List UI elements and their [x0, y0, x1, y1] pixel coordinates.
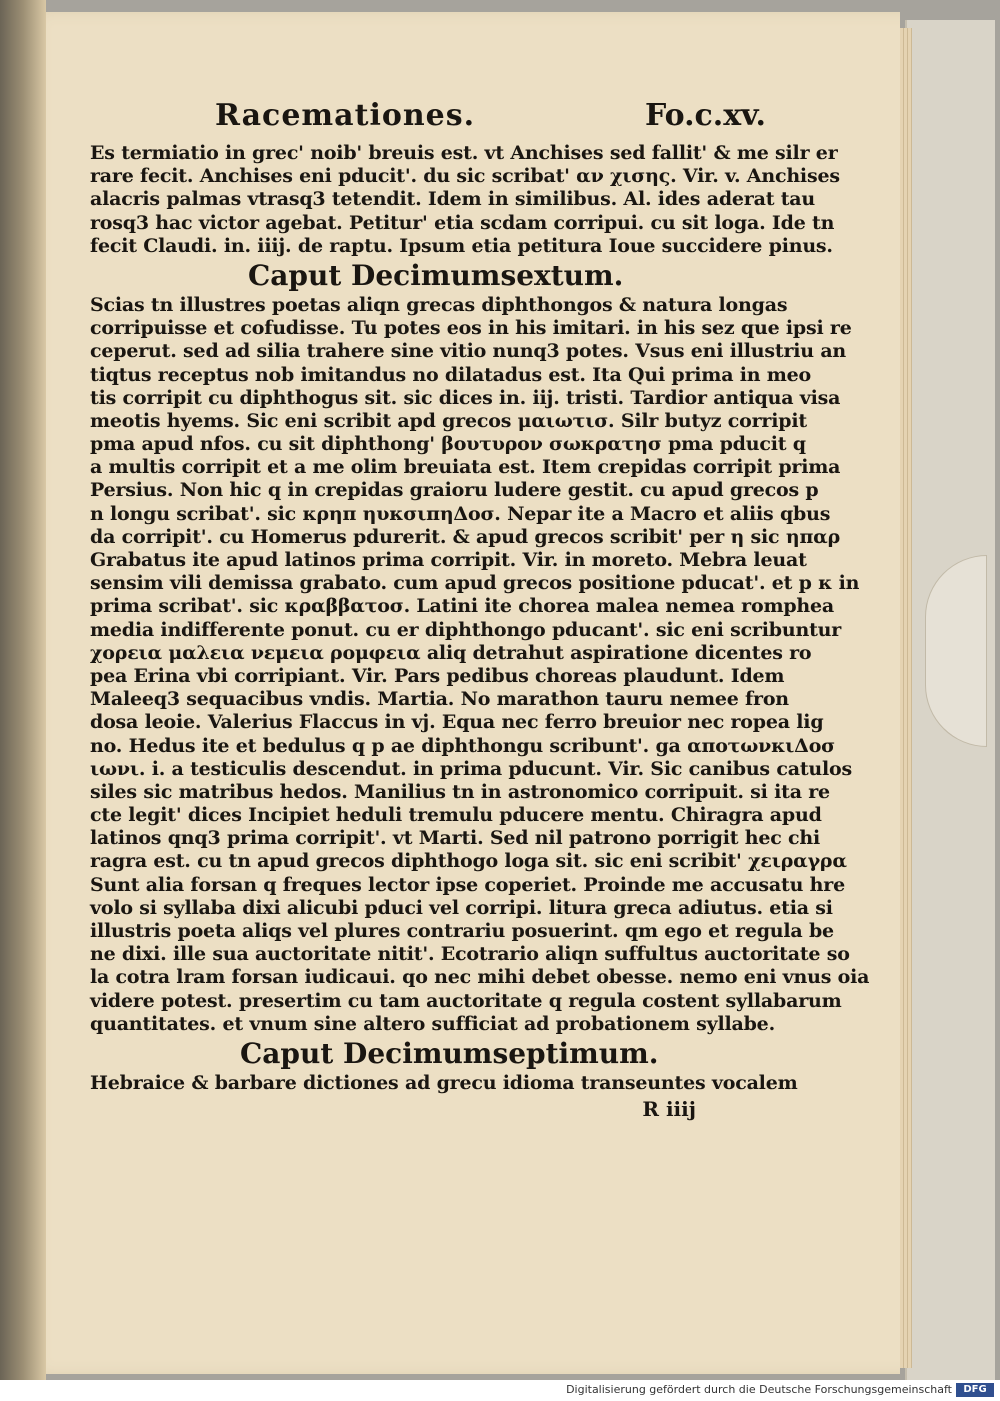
text-line: ragra est. cu tn apud grecos diphthogo loga sit. sic eni scribit' χειραγρα	[90, 850, 847, 873]
text-line: Grabatus ite apud latinos prima corripit. Vir. in moreto. Mebra leuat	[90, 549, 807, 571]
text-line: media indifferente ponut. cu er diphthongo pducant'. sic eni scribuntur	[90, 618, 842, 641]
text-line: siles sic matribus hedos. Manilius tn in astronomico corripuit. si ita re	[90, 780, 830, 803]
text-line: pea Erina vbi corripiant. Vir. Pars pedibus choreas plaudunt. Idem	[90, 664, 785, 687]
text-line: χορεια μαλεια νεμεια ρομφεια aliq detrahut aspiratione dicentes ro	[90, 641, 812, 664]
board-tab	[925, 555, 987, 747]
text-line: dosa leoie. Valerius Flaccus in vj. Equa nec ferro breuior nec ropea lig	[90, 711, 824, 734]
text-line: rare fecit. Anchises eni pducit'. du sic scribat' αν χισης. Vir. v. Anchises	[90, 165, 840, 188]
text-line: rosq3 hac victor agebat. Petitur' etia scdam corripui. cu sit loga. Ide tn	[90, 211, 835, 234]
text-line: cte legit' dices Incipiet heduli tremulu pducere mentu. Chiragra apud	[90, 804, 822, 827]
text-line: videre potest. presertim cu tam auctoritate q regula costent syllabarum	[90, 989, 842, 1012]
text-line: ceperut. sed ad silia trahere sine vitio nunq3 potes. Vsus eni illustriu an	[90, 340, 847, 363]
paragraph-block-2	[90, 293, 870, 1036]
footer-bar	[0, 1380, 1000, 1401]
text-line: no. Hedus ite et bedulus q p ae diphthongu scribunt'. ga αποτωνκιΔοσ	[90, 734, 835, 757]
text-line: meotis hyems. Sic eni scribit apd grecos μαιωτισ. Silr butyz corripit	[90, 409, 807, 432]
text-line: Es termiatio in grec' noib' breuis est. vt Anchises sed fallit' & me silr er	[90, 142, 838, 164]
chapter-heading-17: Caput Decimumseptimum.	[240, 1036, 659, 1070]
text-line: Sunt alia forsan q freques lector ipse coperiet. Proinde me accusatu hre	[90, 873, 845, 896]
text-line: ne dixi. ille sua auctoritate nitit'. Ecotrario aliqn suffultus auctoritate so	[90, 943, 850, 966]
footer-credit: Digitalisierung gefördert durch die Deutsche Forschungsgemeinschaft	[566, 1383, 952, 1396]
text-line: tis corripit cu diphthogus sit. sic dices in. iij. tristi. Tardior antiqua visa	[90, 386, 841, 409]
dfg-logo: DFG	[956, 1383, 994, 1397]
text-line: Persius. Non hic q in crepidas graioru ludere gestit. cu apud grecos p	[90, 479, 819, 502]
folio-number: Fo.c.xv.	[644, 98, 766, 133]
text-line: latinos qnq3 prima corripit'. vt Marti. Sed nil patrono porrigit hec chi	[90, 827, 821, 850]
text-line: n longu scribat'. sic κρηπ ηυκσιπηΔοσ. Nepar ite a Macro et aliis qbus	[90, 502, 831, 525]
text-line: ιωνι. i. a testiculis descendut. in prima pducunt. Vir. Sic canibus catulos	[90, 757, 852, 780]
running-head: Racemationes.	[215, 98, 476, 133]
text-line: illustris poeta aliqs vel plures contrariu posuerint. qm ego et regula be	[90, 920, 834, 942]
signature-mark: R iiij	[642, 1097, 696, 1122]
text-line: Hebraice & barbare dictiones ad grecu idioma transeuntes vocalem	[90, 1071, 798, 1094]
text-line: a multis corripit et a me olim breuiata est. Item crepidas corripit prima	[90, 456, 841, 479]
text-line: Maleeq3 sequacibus vndis. Martia. No marathon tauru nemee fron	[90, 688, 789, 711]
text-line: fecit Claudi. in. iiij. de raptu. Ipsum etia petitura Ioue succidere pinus.	[90, 234, 833, 257]
chapter-heading-16: Caput Decimumsextum.	[248, 258, 624, 292]
text-line: tiqtus receptus nob imitandus no dilatadus est. Ita Qui prima in meo	[90, 363, 812, 386]
text-line: quantitates. et vnum sine altero sufficiat ad probationem syllabe.	[90, 1012, 775, 1035]
paragraph-block-3	[90, 1071, 798, 1095]
header-line	[90, 98, 766, 142]
text-line: Scias tn illustres poetas aliqn grecas diphthongos & natura longas	[90, 293, 788, 316]
text-line: prima scribat'. sic κραββατοσ. Latini ite chorea malea nemea romphea	[90, 595, 835, 618]
text-block	[90, 98, 870, 1123]
text-line: da corripit'. cu Homerus pdurerit. & apud grecos scribit' per η sic ηπαρ	[90, 525, 841, 548]
text-line: corripuisse et cofudisse. Tu potes eos in his imitari. in his sez que ipsi re	[90, 317, 852, 340]
text-line: alacris palmas vtrasq3 tetendit. Idem in similibus. Al. ides aderat tau	[90, 188, 816, 211]
text-line: sensim vili demissa grabato. cum apud grecos positione pducat'. et p κ in	[90, 572, 860, 595]
text-line: pma apud nfos. cu sit diphthong' βουτυρον σωκρατησ pma pducit q	[90, 433, 806, 456]
text-line: la cotra lram forsan iudicaui. qo nec mihi debet obesse. nemo eni vnus oia	[90, 966, 870, 989]
book-spine	[0, 0, 46, 1380]
paragraph-block-1	[90, 142, 840, 258]
text-line: volo si syllaba dixi alicubi pduci vel corripi. litura greca adiutus. etia si	[90, 896, 833, 919]
